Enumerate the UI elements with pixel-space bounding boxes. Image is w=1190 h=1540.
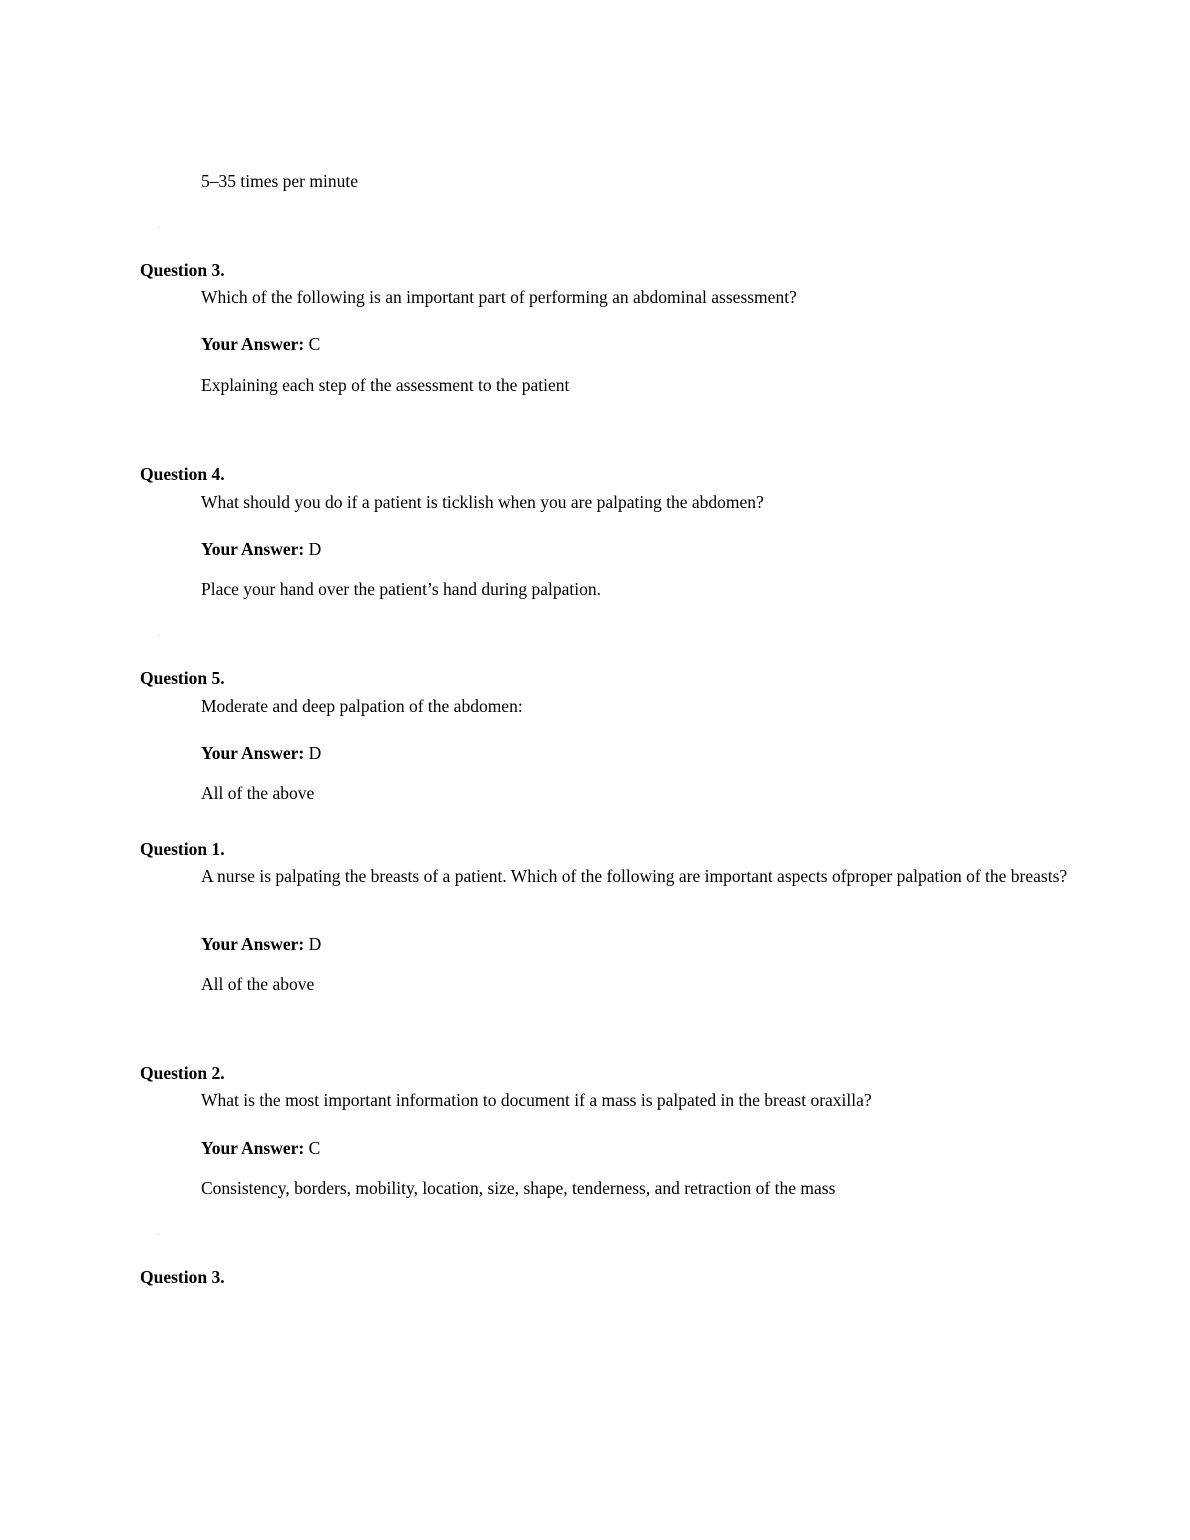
your-answer-label: Your Answer: [201, 539, 305, 559]
your-answer-line [201, 1138, 320, 1158]
your-answer-label: Your Answer: [201, 934, 305, 954]
question-title: Question 3. [140, 1267, 225, 1287]
question-title: Question 1. [140, 839, 225, 859]
question-title: Question 4. [140, 464, 225, 484]
your-answer-label: Your Answer: [201, 334, 305, 354]
answer-letter: D [308, 539, 322, 559]
your-answer-label: Your Answer: [201, 743, 305, 763]
your-answer-line [201, 334, 320, 354]
question-text: Which of the following is an important part of performing an abdominal assessment? [201, 287, 797, 307]
question-title: Question 5. [140, 668, 225, 688]
question-text: What is the most important information to document if a mass is palpated in the breast oraxilla? [201, 1090, 872, 1110]
question-text: Moderate and deep palpation of the abdomen: [201, 696, 523, 716]
separator-dot [158, 227, 159, 228]
answer-letter: C [308, 334, 321, 354]
separator-dot [158, 1234, 159, 1235]
answer-text: Consistency, borders, mobility, location, size, shape, tenderness, and retraction of the mass [201, 1178, 836, 1198]
your-answer-line [201, 934, 321, 954]
answer-text: Explaining each step of the assessment to the patient [201, 375, 570, 395]
separator-dot [158, 635, 159, 636]
answer-letter: C [308, 1138, 321, 1158]
answer-text-fragment: 5–35 times per minute [201, 171, 358, 191]
question-text: A nurse is palpating the breasts of a patient. Which of the following are important aspects ofproper palpation of the breasts? [201, 866, 1068, 886]
answer-text: All of the above [201, 783, 315, 803]
your-answer-label: Your Answer: [201, 1138, 305, 1158]
answer-text: Place your hand over the patient’s hand during palpation. [201, 579, 601, 599]
question-title: Question 2. [140, 1063, 225, 1083]
question-text: What should you do if a patient is ticklish when you are palpating the abdomen? [201, 492, 764, 512]
answer-letter: D [308, 934, 322, 954]
your-answer-line [201, 539, 321, 559]
question-title: Question 3. [140, 260, 225, 280]
answer-letter: D [308, 743, 322, 763]
your-answer-line [201, 743, 321, 763]
answer-text: All of the above [201, 974, 315, 994]
